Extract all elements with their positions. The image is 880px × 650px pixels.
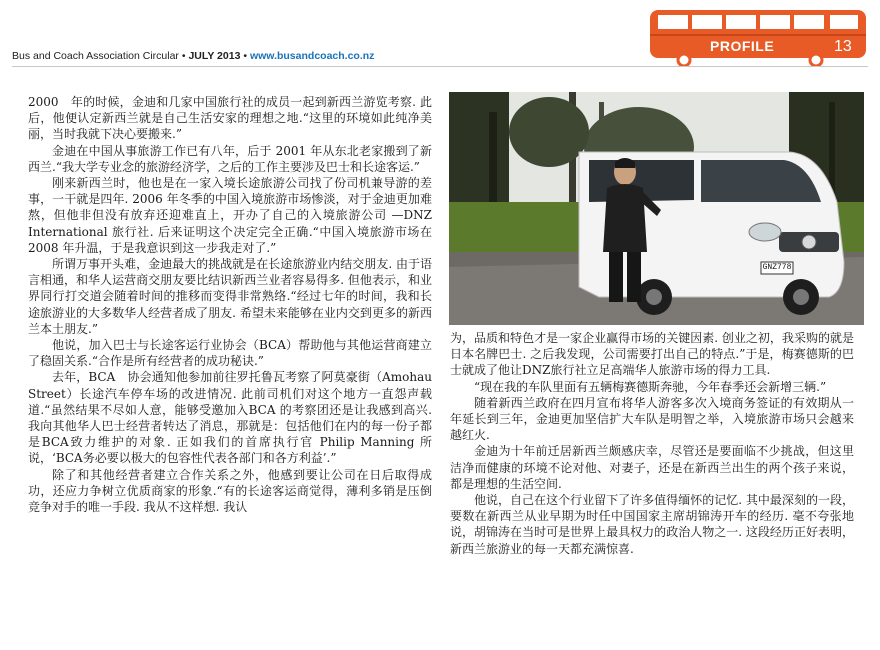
page-header bbox=[12, 50, 374, 62]
publication-name: Bus and Coach Association Circular bbox=[12, 50, 179, 62]
paragraph: 金迪为十年前迁居新西兰颇感庆幸，尽管还是要面临不少挑战，但这里洁净而健康的环境不论对他、对妻子，还是在新西兰出生的两个孩子来说，都是理想的生活空间. bbox=[450, 444, 854, 491]
header-divider bbox=[12, 66, 868, 67]
profile-section-badge bbox=[648, 8, 870, 66]
paragraph: 金迪在中国从事旅游工作已有八年，后于 2001 年从东北老家搬到了新西兰.“我大学专业念的旅游经济学，之后的工作主要涉及巴士和长途客运.” bbox=[28, 143, 432, 174]
article-right-column bbox=[450, 330, 854, 557]
section-label: PROFILE bbox=[710, 38, 775, 54]
header-separator: • bbox=[181, 50, 186, 62]
paragraph: “现在我的车队里面有五辆梅赛德斯奔驰，今年春季还会新增三辆.” bbox=[474, 379, 827, 394]
paragraph: 去年，BCA 协会通知他参加前往罗托鲁瓦考察了阿莫豪街（Amohau Street）长途汽车停车场的改进情况. 此前司机们对这个地方一直怨声载道.“虽然结果不尽如人意，能够受邀加入BCA 的考察团还是让我感到高兴. 我向其他华人巴士经营者转达了消息，那就是：包括他们在内的每一份子都是BCA致力维护的对象. 正如我们的首席执行官 Philip Manning 所说，‘BCA务必要以极大的包容性代表各部门和各方利益’.” bbox=[28, 370, 445, 466]
paragraph: 他说，加入巴士与长途客运行业协会（BCA）帮助他与其他运营商建立了稳固关系.“合作是所有经营者的成功秘诀.” bbox=[28, 338, 432, 369]
article-left-column bbox=[28, 94, 445, 515]
minibus-photo-image bbox=[449, 92, 864, 325]
paragraph: 所谓万事开头难，金迪最大的挑战就是在长途旅游业内结交朋友. 由于语言相通，和华人运营商交朋友要比结识新西兰业者容易得多. 但他表示，和业界同行打交道会随着时间的推移而变得非常熟络.“经过七年的时间，我和长途旅游业的大多数华人经营者成了朋友. 希望未来能够在业内交到更多的新西兰本土朋友.” bbox=[28, 257, 432, 336]
page-number: 13 bbox=[834, 38, 852, 55]
paragraph: 除了和其他经营者建立合作关系之外，他感到要让公司在日后取得成功，还应力争树立优质商家的形象.“有的长途客运商觉得，薄利多销是压倒竞争对手的唯一手段. 我从不这样想. 我认 bbox=[28, 467, 432, 515]
paragraph: 2000 年的时候，金迪和几家中国旅行社的成员一起到新西兰游览考察. 此后，他便认定新西兰就是自己生活安家的理想之地.“这里的环境如此纯净美丽，当时我就下决心要搬来.” bbox=[28, 95, 432, 142]
paragraph: 随着新西兰政府在四月宣布将华人游客多次入境商务签证的有效期从一年延长到三年，金迪更加坚信扩大车队是明智之举，入境旅游市场只会越来越红火. bbox=[450, 395, 854, 443]
bus-icon bbox=[648, 8, 870, 66]
license-plate: GNZ778 bbox=[762, 263, 792, 272]
paragraph: 刚来新西兰时，他也是在一家入境长途旅游公司找了份司机兼导游的差事，一干就是四年. 2006 年冬季的中国入境旅游市场惨淡，对于金迪更加难熬，但他非但没有放弃还迎难直上，开办了自己的入境旅游公司 —DNZ International 旅行社. 后来证明这个决定完全正确.“中国入境旅游市场在 2008 年升温，于是我意识到这一步我走对了.” bbox=[28, 176, 432, 255]
header-separator: • bbox=[243, 50, 248, 62]
article-photo bbox=[449, 92, 864, 325]
paragraph: 他说，自己在这个行业留下了许多值得缅怀的记忆. 其中最深刻的一段，要数在新西兰从业早期为时任中国国家主席胡锦涛开车的经历. 毫不夸张地说，胡锦涛在当时可是世界上最具权力的政治人物之一. 这段经历正好表明，新西兰旅游业的每一天都充满惊喜. bbox=[450, 493, 854, 556]
issue-date: JULY 2013 bbox=[188, 50, 241, 62]
paragraph: 为，品质和特色才是一家企业赢得市场的关键因素. 创业之初，我采购的就是日本名牌巴士. 之后我发现，公司需要打出自己的特点.”于是，梅赛德斯的巴士就成了他让DNZ旅行社立足高端华人旅游市场的得力工具. bbox=[450, 331, 854, 378]
website-link[interactable]: www.busandcoach.co.nz bbox=[249, 50, 375, 62]
